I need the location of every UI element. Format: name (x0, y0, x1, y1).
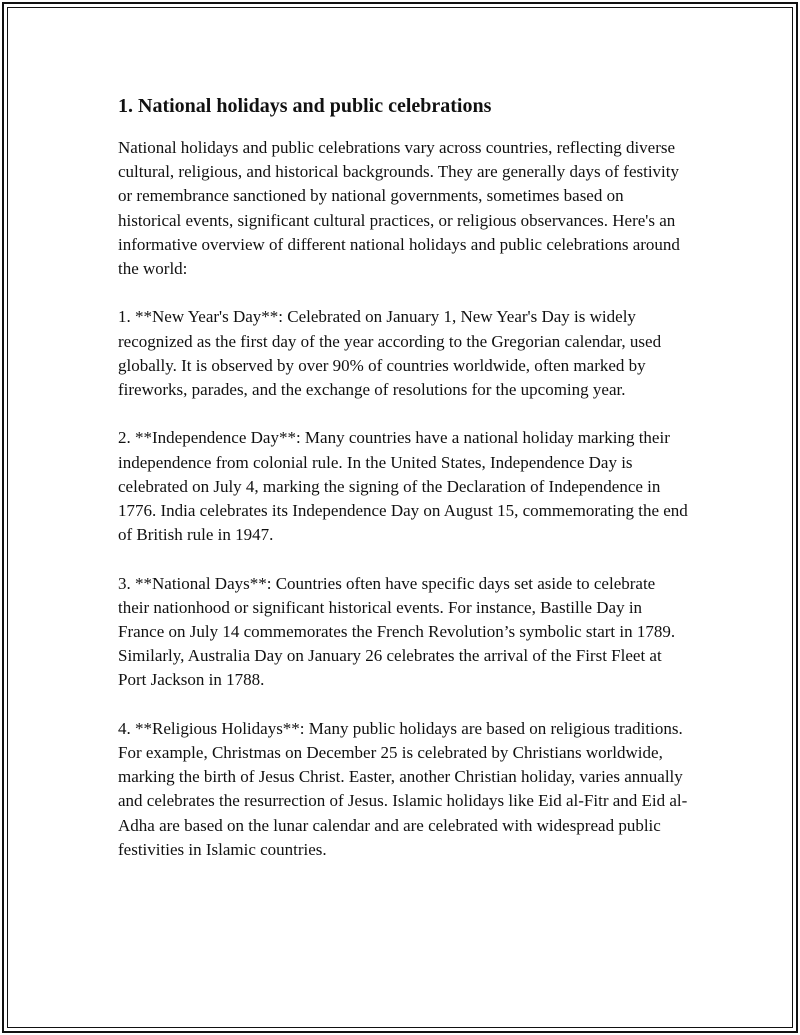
list-item-independence-day: 2. **Independence Day**: Many countries have a national holiday marking their independence from colonial rule. In the United States, Independence Day is celebrated on July 4, marking the signing of the Declaration of Independence in 1776. India celebrates its Independence Day on August 15, commemorating the end of British rule in 1947. (118, 428, 688, 545)
list-item-religious-holidays: 4. **Religious Holidays**: Many public holidays are based on religious traditions. For example, Christmas on December 25 is celebrated by Christians worldwide, marking the birth of Jesus Christ. Easter, another Christian holiday, varies annually and celebrates the resurrection of Jesus. Islamic holidays like Eid al-Fitr and Eid al-Adha are based on the lunar calendar and are celebrated with widespread public festivities in Islamic countries. (118, 718, 688, 859)
document-body (118, 92, 688, 862)
list-item-national-days: 3. **National Days**: Countries often have specific days set aside to celebrate their nationhood or significant historical events. For instance, Bastille Day in France on July 14 commemorates the French Revolution’s symbolic start in 1789. Similarly, Australia Day on January 26 celebrates the arrival of the First Fleet at Port Jackson in 1788. (118, 573, 676, 690)
section-heading: 1. National holidays and public celebrations (118, 95, 492, 117)
list-item-new-years-day: 1. **New Year's Day**: Celebrated on January 1, New Year's Day is widely recognized as the first day of the year according to the Gregorian calendar, used globally. It is observed by over 90% of countries worldwide, often marked by fireworks, parades, and the exchange of resolutions for the upcoming year. (118, 307, 662, 400)
intro-paragraph: National holidays and public celebrations vary across countries, reflecting diverse cultural, religious, and historical backgrounds. They are generally days of festivity or remembrance sanctioned by national governments, sometimes based on historical events, significant cultural practices, or religious observances. Here's an informative overview of different national holidays and public celebrations around the world: (118, 138, 680, 279)
